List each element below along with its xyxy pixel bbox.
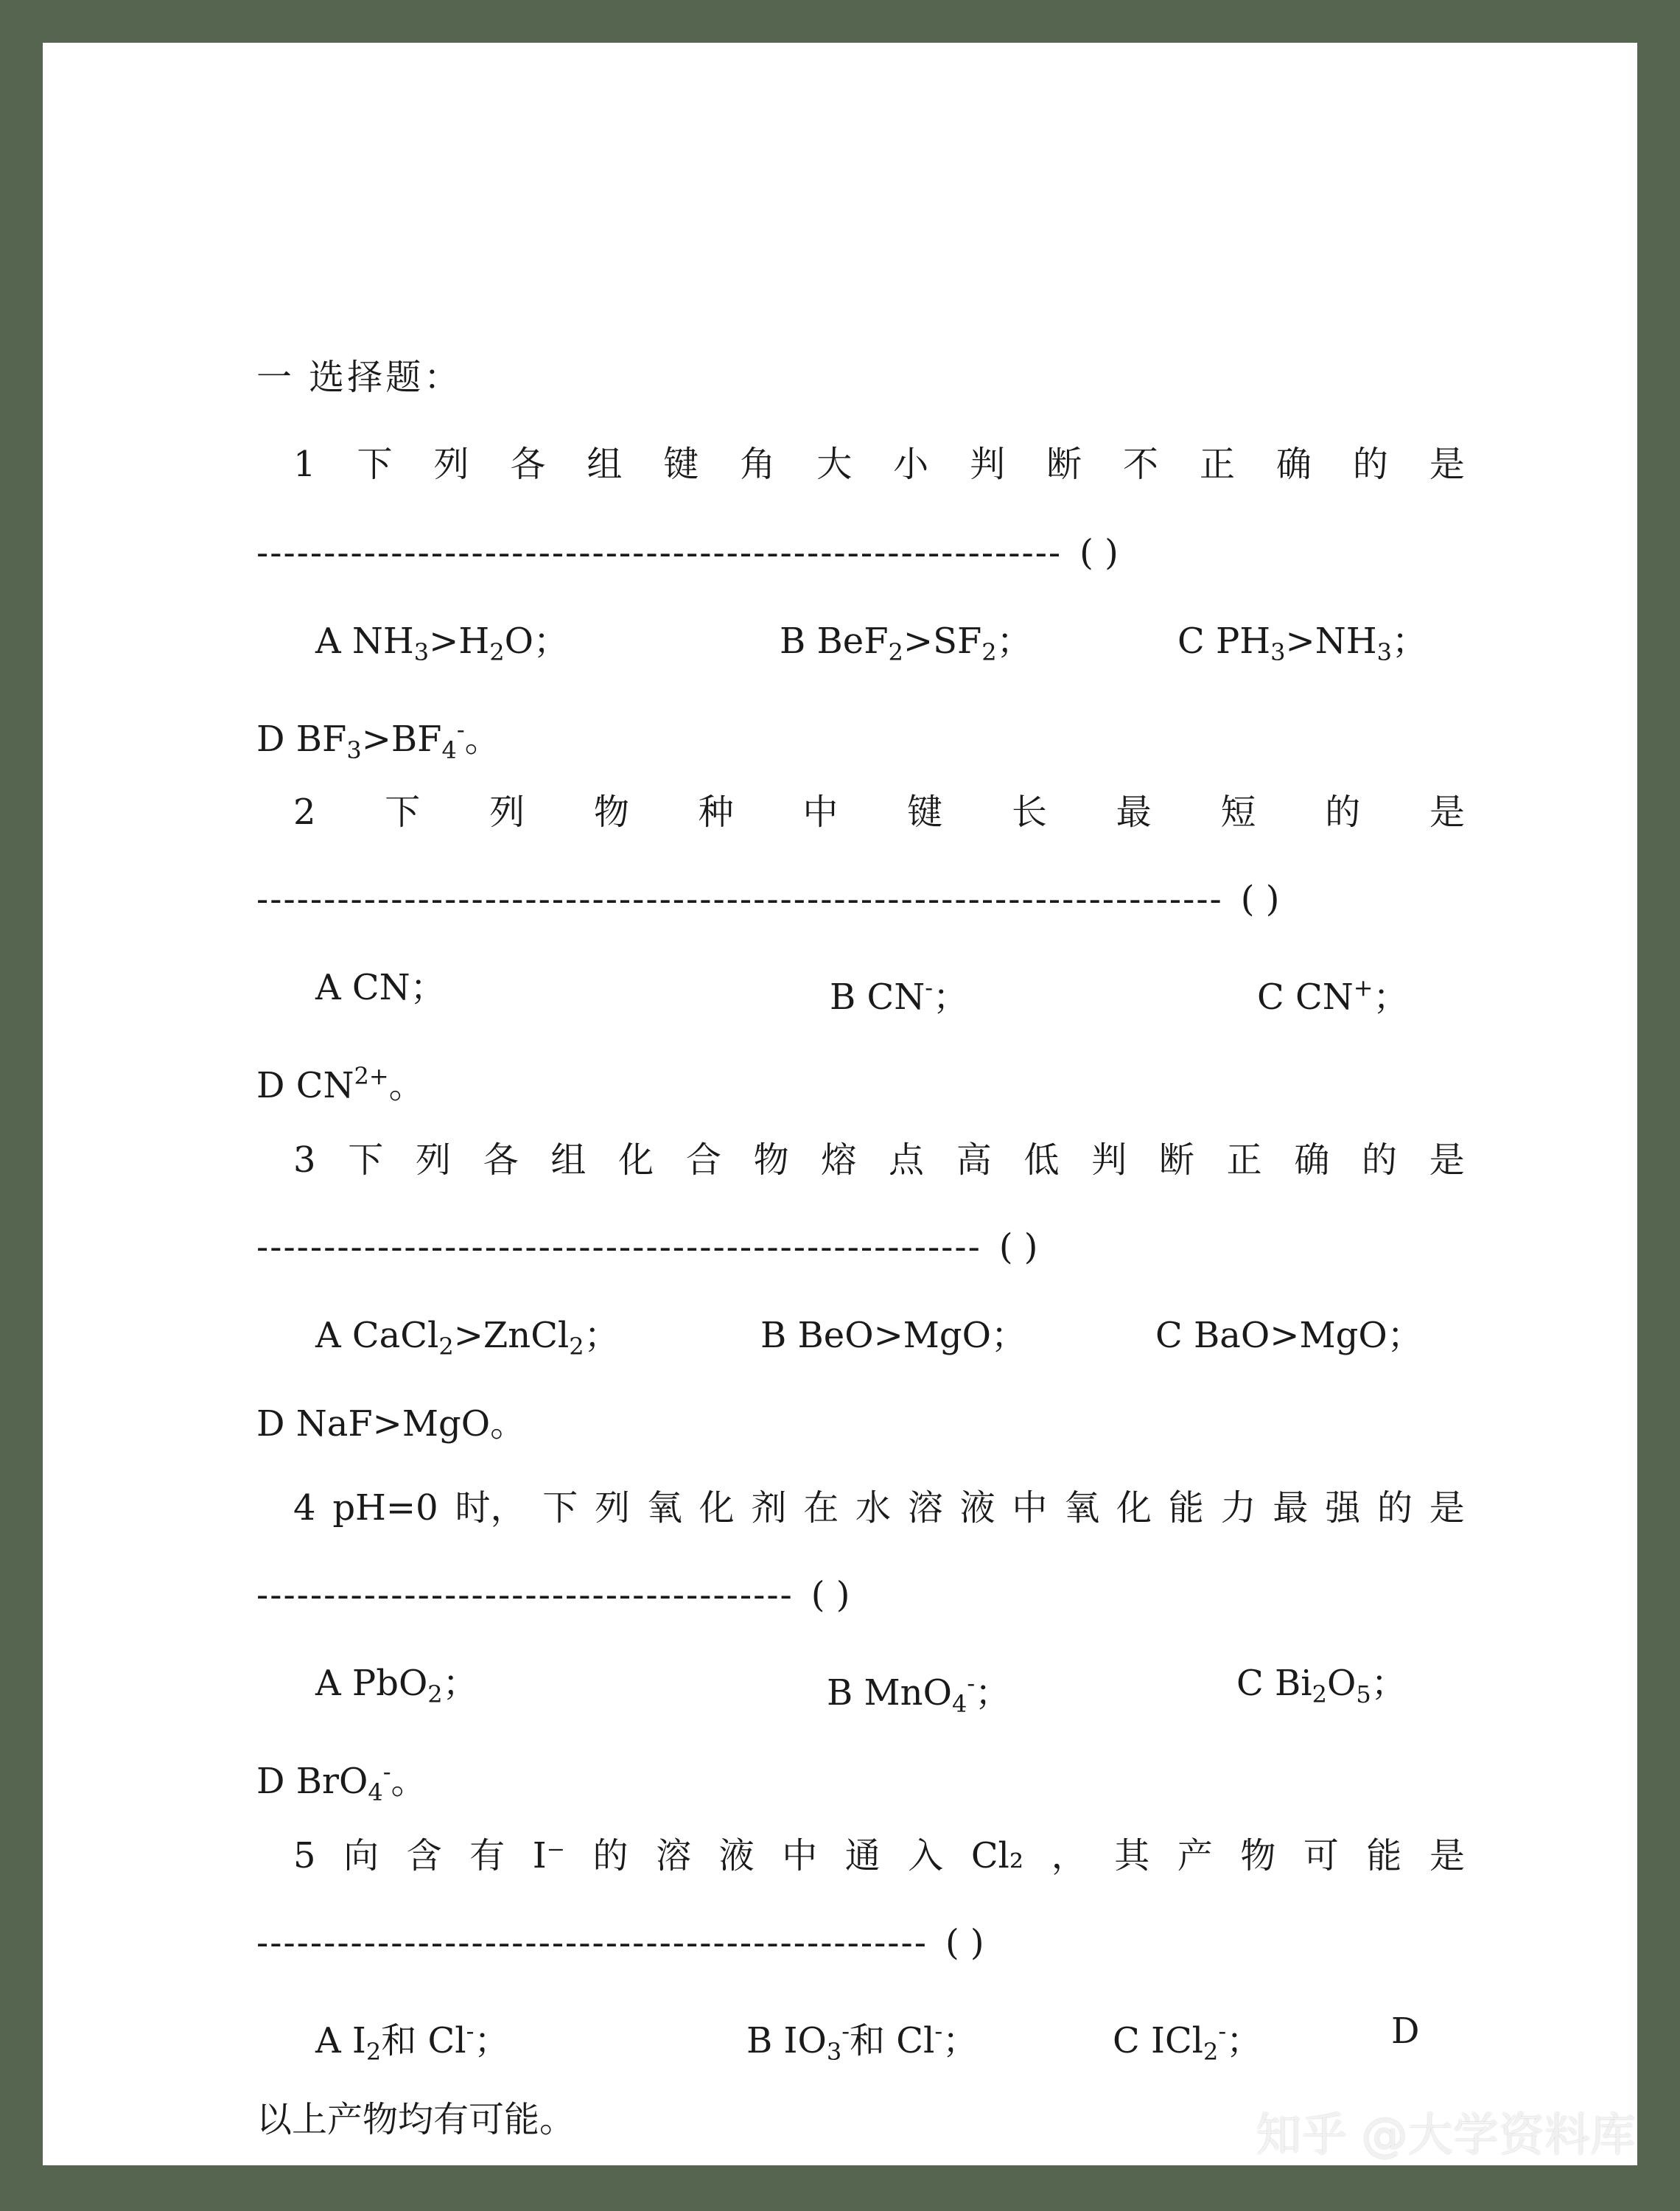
option-text: NaF>MgO。 (295, 1403, 526, 1445)
option-text: >SF (903, 621, 982, 662)
option-text: ； (1371, 1663, 1407, 1704)
stem-char: 不 (1123, 444, 1159, 485)
option-text: BeO>MgO； (797, 1315, 1027, 1356)
option-text: ； (1226, 2020, 1262, 2061)
stem-char: 下 (542, 1487, 578, 1529)
option-text: MnO (864, 1672, 952, 1714)
subscript: 5 (1356, 1680, 1371, 1708)
superscript: - (466, 2017, 475, 2045)
option-text: CaCl (351, 1315, 439, 1356)
stem-char: 各 (510, 444, 546, 485)
option-text: CN (1295, 977, 1354, 1018)
stem-char: 短 (1220, 792, 1256, 833)
stem-char: 合 (685, 1139, 721, 1181)
option-text: >NH (1285, 621, 1377, 662)
question-stem-3 (256, 1136, 1465, 1184)
stem-char: 低 (1023, 1139, 1060, 1181)
option-text: PbO (351, 1663, 428, 1704)
stem-char: 列 (415, 1139, 451, 1181)
option-label: C (1177, 621, 1216, 662)
stem-char: 入 (908, 1835, 944, 1876)
superscript: - (925, 974, 934, 1002)
option-text: I (351, 2020, 366, 2061)
stem-char: 产 (1177, 1835, 1213, 1876)
stem-char: 列 (489, 792, 525, 833)
stem-char: 剂 (751, 1487, 787, 1529)
option-label: B (827, 1672, 864, 1714)
option-label: D (1391, 2011, 1420, 2052)
option-text: ICl (1150, 2020, 1204, 2061)
answer-parentheses[interactable]: ( ) (811, 1574, 850, 1616)
option-text: BaO>MgO； (1193, 1315, 1423, 1356)
stem-char: 最 (1116, 792, 1152, 833)
stem-char: 断 (1046, 444, 1082, 485)
stem-char: 向 (343, 1835, 379, 1876)
option-text: NH (351, 621, 414, 662)
option-label: C (1257, 977, 1295, 1018)
superscript: - (841, 2017, 850, 2045)
dash-leader: -------------------------------------------------- (256, 1922, 928, 1963)
option-text: ； (933, 977, 969, 1018)
stem-char: 种 (698, 792, 734, 833)
stem-char: I⁻ (532, 1835, 566, 1876)
subscript: 2 (569, 1332, 584, 1361)
question-number: 5 (293, 1835, 316, 1876)
option-text: 和 Cl (850, 2020, 935, 2061)
stem-char: 含 (406, 1835, 442, 1876)
option-text: IO (783, 2020, 827, 2061)
subscript: 3 (826, 2038, 842, 2066)
stem-char: 通 (844, 1835, 881, 1876)
superscript: - (456, 716, 465, 744)
option-b[interactable] (830, 964, 968, 1021)
superscript: - (382, 1758, 391, 1786)
option-label: C (1236, 1663, 1275, 1704)
answer-parentheses[interactable]: ( ) (945, 1922, 984, 1963)
stem-char: 长 (1011, 792, 1047, 833)
option-label: B (830, 977, 867, 1018)
stem-char: 判 (1091, 1139, 1127, 1181)
option-label: A (315, 1663, 352, 1704)
option-label: B (760, 1315, 798, 1356)
stem-char: 各 (483, 1139, 519, 1181)
option-b[interactable] (827, 1660, 1010, 1728)
stem-char: 大 (816, 444, 853, 485)
stem-char: 组 (587, 444, 623, 485)
stem-char: 下 (385, 792, 421, 833)
option-a[interactable] (315, 1312, 620, 1370)
subscript: 4 (951, 1690, 967, 1718)
option-b[interactable] (746, 2008, 978, 2075)
superscript: - (934, 2017, 943, 2045)
option-d[interactable] (256, 706, 500, 774)
option-c[interactable] (1257, 964, 1409, 1021)
stem-char: 能 (1366, 1835, 1402, 1876)
option-text: ； (1391, 621, 1427, 662)
option-d[interactable] (1391, 2008, 1419, 2055)
option-c[interactable] (1113, 2008, 1261, 2075)
option-a[interactable] (315, 2008, 509, 2075)
option-label: C (1113, 2020, 1151, 2061)
stem-char: 中 (1012, 1487, 1048, 1529)
document-page (43, 43, 1637, 2165)
option-label: D (256, 719, 296, 760)
option-label: C (1155, 1315, 1194, 1356)
stem-char: 的 (592, 1835, 629, 1876)
stem-char: 有 (469, 1835, 505, 1876)
option-b[interactable] (760, 1312, 1026, 1359)
option-text: CN； (351, 967, 446, 1008)
answer-parentheses[interactable]: ( ) (1079, 532, 1119, 573)
stem-char: 其 (1114, 1835, 1150, 1876)
question-number: 1 (293, 444, 316, 485)
stem-char: 列 (433, 444, 469, 485)
option-text: BeF (816, 621, 889, 662)
stem-char: 中 (802, 792, 839, 833)
option-text: O (1326, 1663, 1357, 1704)
question-stem-5 (256, 1832, 1465, 1879)
stem-char: 熔 (821, 1139, 857, 1181)
stem-char: 液 (718, 1835, 755, 1876)
subscript: 3 (413, 638, 430, 666)
option-text: >H (429, 621, 490, 662)
option-c[interactable] (1177, 618, 1427, 676)
stem-char: 是 (1429, 792, 1465, 833)
stem-char: 氧 (646, 1487, 682, 1529)
option-text: >BF (361, 719, 442, 760)
stem-char: 中 (782, 1835, 818, 1876)
stem-char: 化 (699, 1487, 735, 1529)
superscript: - (967, 1669, 976, 1697)
subscript: 2 (489, 638, 505, 666)
option-label: B (780, 621, 817, 662)
option-label: D (256, 1403, 296, 1445)
stem-char: 确 (1275, 444, 1312, 485)
answer-blank-line (256, 529, 1465, 576)
option-label: D (256, 1761, 296, 1802)
option-text: ； (1373, 977, 1409, 1018)
answer-parentheses[interactable]: ( ) (998, 1226, 1038, 1268)
option-d[interactable] (256, 1400, 525, 1447)
answer-blank-line (256, 1919, 1465, 1966)
subscript: 3 (1376, 638, 1392, 666)
stem-char: 列 (595, 1487, 631, 1529)
stem-char: pH=0 (332, 1487, 438, 1529)
answer-blank-line (256, 1223, 1465, 1271)
stem-char: 的 (1362, 1139, 1398, 1181)
dash-leader: ------------------------------------------------------ (256, 1226, 981, 1268)
stem-char: 下 (357, 444, 393, 485)
answer-parentheses[interactable]: ( ) (1240, 879, 1280, 920)
subscript: 4 (441, 736, 457, 764)
option-label: A (315, 2020, 352, 2061)
stem-char: 的 (1325, 792, 1361, 833)
subscript: 2 (365, 2038, 382, 2066)
stem-char: 键 (663, 444, 699, 485)
subscript: 3 (1270, 638, 1286, 666)
stem-char: 液 (959, 1487, 995, 1529)
question-stem-2 (256, 789, 1465, 836)
stem-char: 正 (1199, 444, 1235, 485)
option-d-continuation: 以上产物均有可能。 (256, 2099, 575, 2140)
superscript: - (1218, 2017, 1227, 2045)
option-text: Bi (1274, 1663, 1312, 1704)
superscript: 2+ (354, 1062, 389, 1090)
stem-char: 角 (740, 444, 776, 485)
option-text: >ZnCl (453, 1315, 570, 1356)
subscript: 2 (427, 1680, 443, 1708)
option-text: ； (975, 1672, 1011, 1714)
stem-char: 判 (970, 444, 1006, 485)
option-text: O； (504, 621, 569, 662)
option-text: BrO (295, 1761, 368, 1802)
dash-leader: ---------------------------------------- (256, 1574, 794, 1616)
superscript: + (1353, 974, 1373, 1002)
option-d[interactable] (256, 1052, 424, 1109)
stem-char: 溶 (907, 1487, 943, 1529)
stem-char: 的 (1377, 1487, 1413, 1529)
stem-char: 组 (550, 1139, 587, 1181)
question-number: 4 (293, 1487, 316, 1529)
option-label: A (315, 967, 352, 1008)
stem-char: 下 (348, 1139, 384, 1181)
subscript: 3 (346, 736, 362, 764)
stem-char: Cl₂ (970, 1835, 1024, 1876)
option-text: CN (867, 977, 925, 1018)
stem-char: 水 (855, 1487, 892, 1529)
question-number: 2 (293, 792, 316, 833)
subscript: 2 (981, 638, 997, 666)
stem-char: 最 (1273, 1487, 1309, 1529)
subscript: 2 (888, 638, 903, 666)
stem-char: 是 (1429, 444, 1465, 485)
option-b[interactable] (780, 618, 1032, 676)
option-text: 和 Cl (381, 2020, 466, 2061)
option-a[interactable] (315, 618, 569, 676)
stem-char: 化 (1116, 1487, 1152, 1529)
stem-char: 氧 (1064, 1487, 1100, 1529)
option-d[interactable] (256, 1748, 427, 1816)
stem-char: 强 (1325, 1487, 1361, 1529)
option-text: 。 (391, 1761, 427, 1802)
stem-char: 是 (1429, 1835, 1465, 1876)
option-text: ； (584, 1315, 620, 1356)
answer-blank-line (256, 876, 1465, 923)
option-text: ； (442, 1663, 478, 1704)
option-label: A (315, 621, 352, 662)
section-title: 一 选择题： (256, 357, 463, 398)
stem-char: 物 (753, 1139, 789, 1181)
question-number: 3 (293, 1139, 316, 1181)
subscript: 2 (1312, 1680, 1327, 1708)
option-c[interactable] (1155, 1312, 1423, 1359)
stem-char: 确 (1294, 1139, 1330, 1181)
option-text: ； (942, 2020, 979, 2061)
question-stem-1 (256, 441, 1465, 488)
option-text: BF (295, 719, 347, 760)
stem-char: 物 (1240, 1835, 1276, 1876)
stem-char: 正 (1226, 1139, 1262, 1181)
stem-char: 可 (1303, 1835, 1339, 1876)
option-text: 。 (464, 719, 500, 760)
subscript: 2 (438, 1332, 454, 1361)
stem-char: 键 (907, 792, 943, 833)
option-a[interactable] (315, 1660, 478, 1718)
stem-char: 的 (1352, 444, 1388, 485)
option-text: ； (474, 2020, 510, 2061)
stem-char: 物 (593, 792, 629, 833)
stem-char: 溶 (656, 1835, 692, 1876)
stem-char: ， (1051, 1835, 1087, 1876)
option-text: ； (996, 621, 1032, 662)
option-label: B (746, 2020, 784, 2061)
stem-char: 小 (893, 444, 929, 485)
dash-leader: ------------------------------------------------------------------------ (256, 879, 1223, 920)
dash-leader: ------------------------------------------------------------ (256, 532, 1063, 573)
watermark: 知乎 @大学资料库 (1256, 2108, 1636, 2162)
stem-char: 在 (803, 1487, 839, 1529)
option-text: 。 (388, 1065, 424, 1106)
stem-char: 力 (1220, 1487, 1256, 1529)
answer-blank-line (256, 1571, 1465, 1618)
option-text: PH (1215, 621, 1271, 662)
stem-char: 点 (889, 1139, 925, 1181)
option-label: A (315, 1315, 352, 1356)
stem-char: 断 (1158, 1139, 1194, 1181)
option-label: D (256, 1065, 296, 1106)
question-stem-4 (256, 1484, 1465, 1531)
option-c[interactable] (1236, 1660, 1407, 1718)
stem-char: 时， (455, 1487, 526, 1529)
subscript: 4 (368, 1778, 383, 1806)
stem-char: 高 (956, 1139, 992, 1181)
subscript: 2 (1203, 2038, 1219, 2066)
option-text: CN (295, 1065, 354, 1106)
stem-char: 化 (618, 1139, 654, 1181)
stem-char: 是 (1429, 1487, 1465, 1529)
stem-char: 是 (1429, 1139, 1465, 1181)
stem-char: 能 (1168, 1487, 1204, 1529)
option-a[interactable] (315, 964, 446, 1011)
